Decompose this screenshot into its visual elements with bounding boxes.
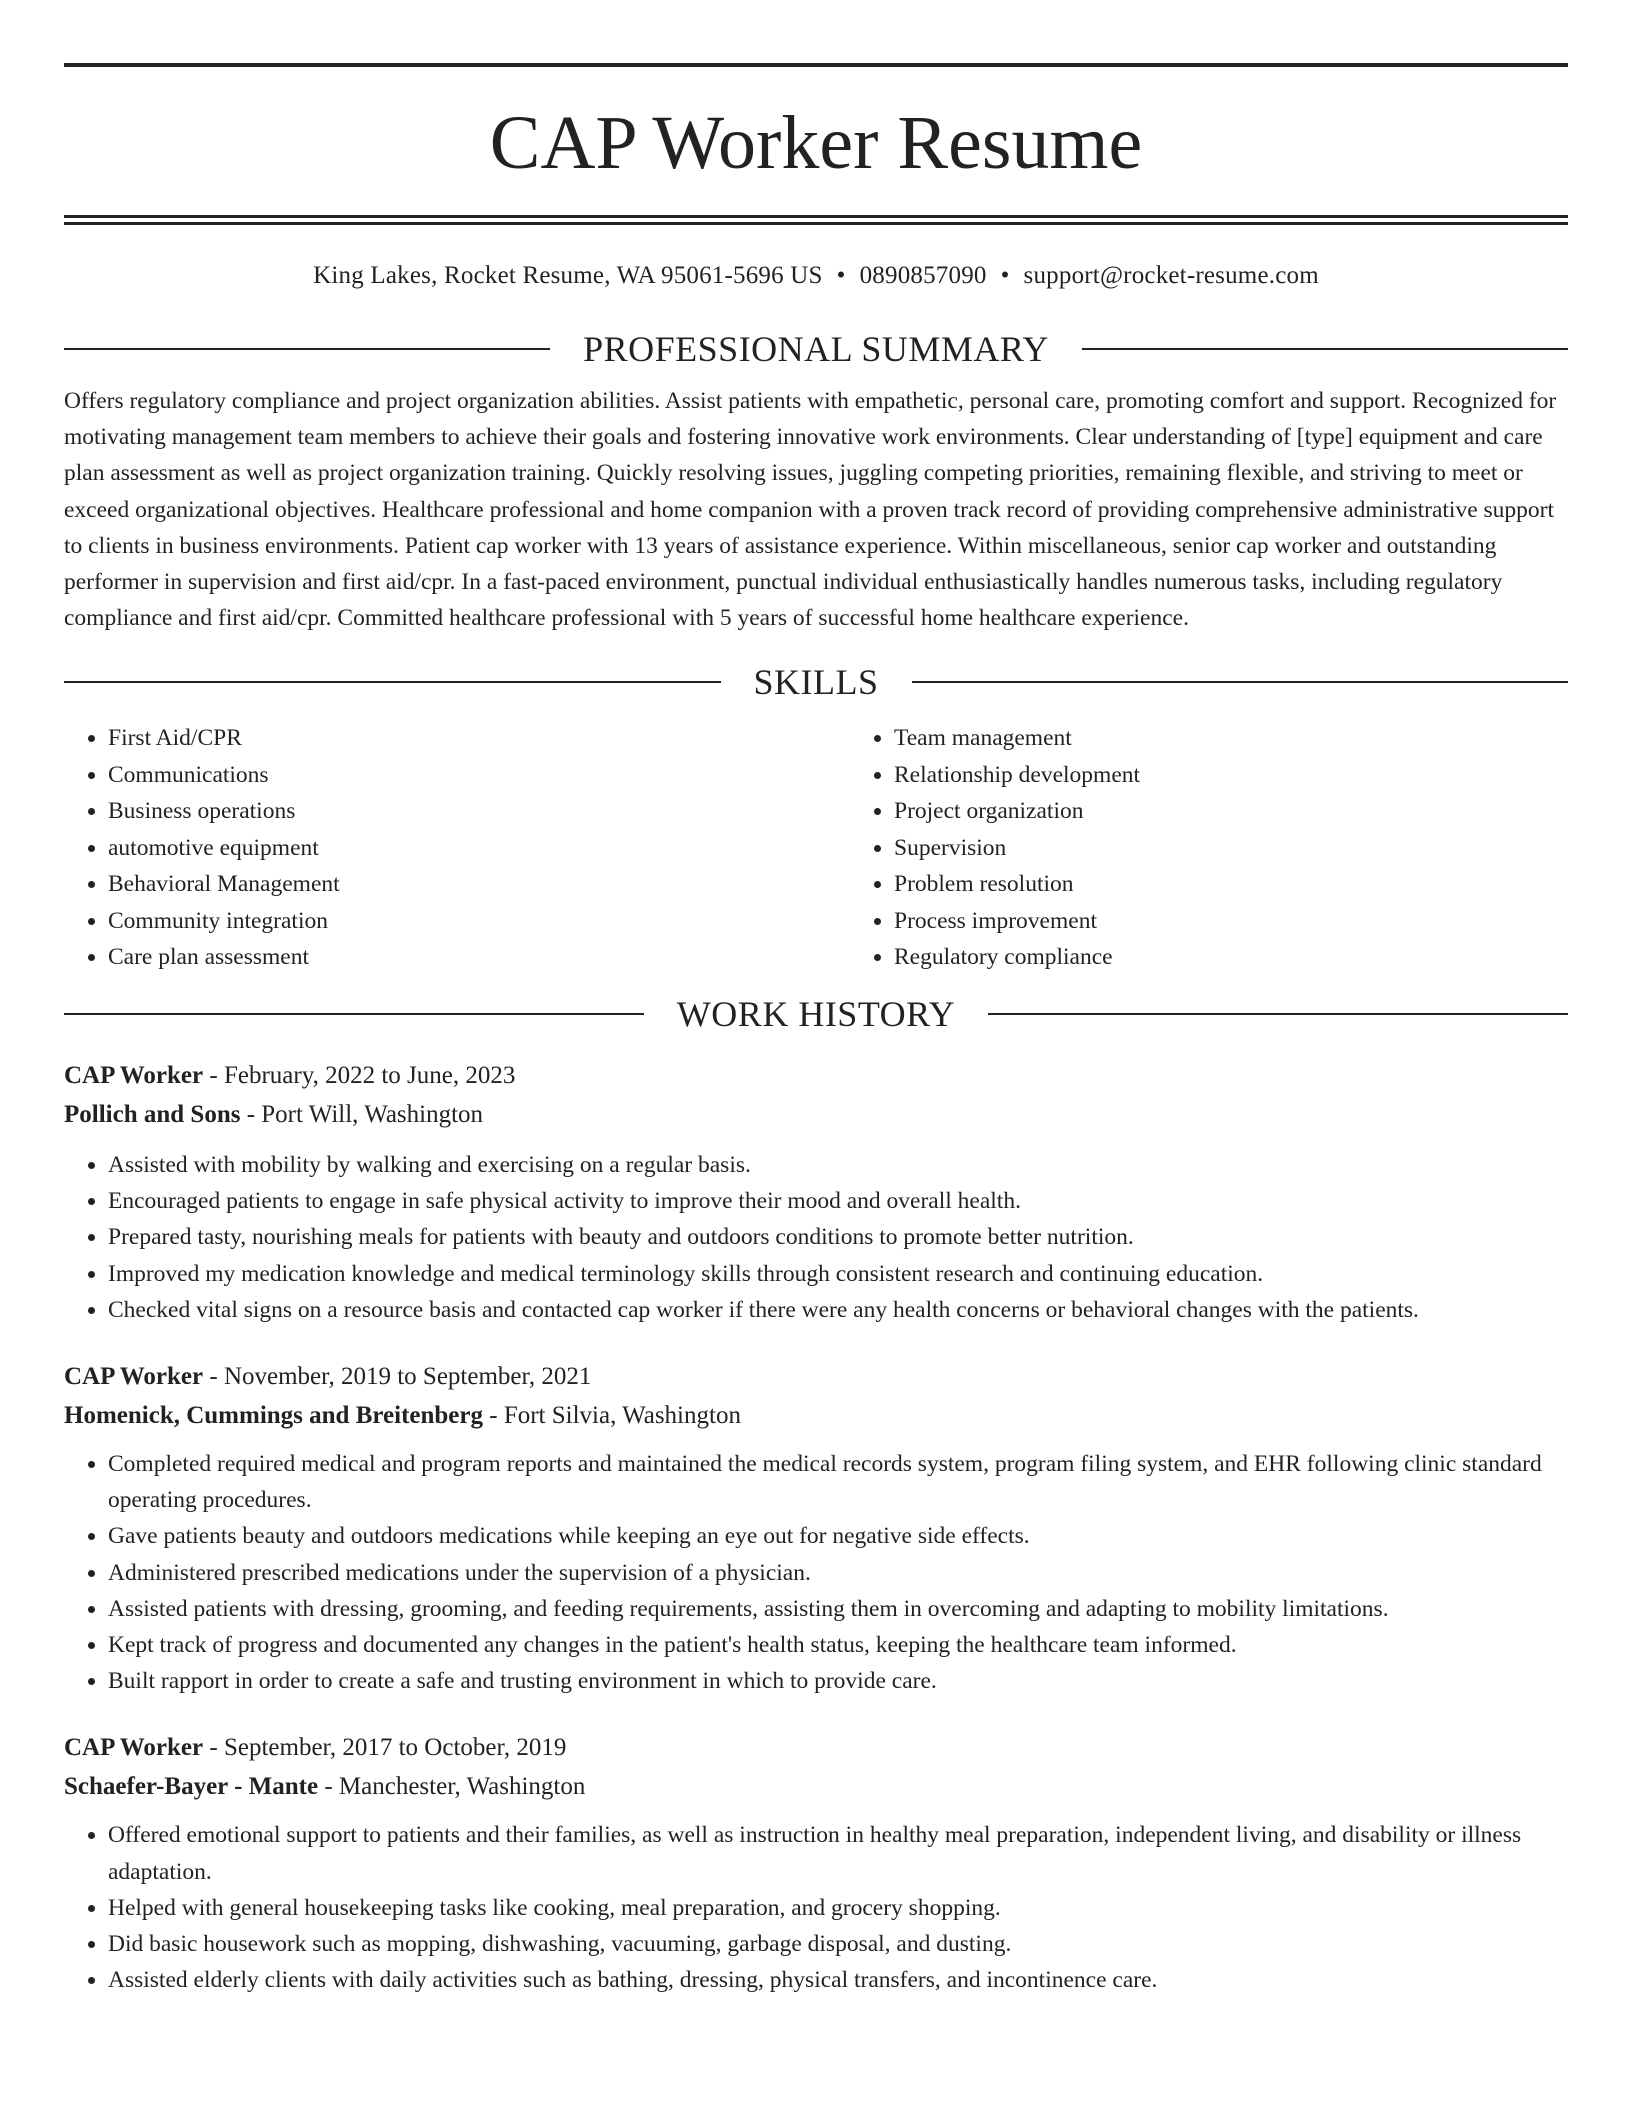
job-entry — [64, 1357, 1568, 1699]
job-entry — [64, 1728, 1568, 1998]
job-company-line — [64, 1095, 1568, 1134]
job-bullet: • Built rapport in order to create a safe and trusting environment in which to provide care. — [108, 1663, 1568, 1699]
job-bullet: • Completed required medical and program reports and maintained the medical records system, program filing system, and EHR following clinic standard operating procedures. — [108, 1446, 1568, 1518]
job-bullet: • Checked vital signs on a resource basis and contacted cap worker if there were any health concerns or behavioral changes with the patients. — [108, 1292, 1568, 1328]
skills-column-right — [850, 720, 1568, 976]
job-bullet: • Gave patients beauty and outdoors medications while keeping an eye out for negative side effects. — [108, 1518, 1568, 1554]
job-company-line — [64, 1767, 1568, 1806]
job-dates: - February, 2022 to June, 2023 — [203, 1061, 516, 1089]
job-title-line — [64, 1728, 1568, 1767]
heading-rule — [988, 1013, 1568, 1015]
skill-item: • Behavioral Management — [108, 866, 850, 903]
job-bullet: • Did basic housework such as mopping, dishwashing, vacuuming, garbage disposal, and dusting. — [108, 1926, 1568, 1962]
section-heading-skills — [64, 660, 1568, 704]
job-bullet: • Assisted patients with dressing, grooming, and feeding requirements, assisting them in overcoming and adapting to mobility limitations. — [108, 1591, 1568, 1627]
top-rule — [64, 63, 1568, 67]
job-dates: - September, 2017 to October, 2019 — [203, 1734, 567, 1762]
title-double-rule — [64, 215, 1568, 225]
skill-item: • Relationship development — [894, 757, 1568, 794]
job-company: Schaefer-Bayer - Mante — [64, 1773, 319, 1801]
contact-separator: • — [836, 262, 846, 289]
resume-page — [64, 0, 1568, 1998]
job-bullet: • Prepared tasty, nourishing meals for patients with beauty and outdoors conditions to promote better nutrition. — [108, 1219, 1568, 1255]
job-bullet: • Encouraged patients to engage in safe physical activity to improve their mood and overall health. — [108, 1183, 1568, 1219]
heading-rule — [912, 681, 1569, 683]
job-company: Pollich and Sons — [64, 1100, 241, 1128]
skills-list — [64, 720, 1568, 976]
job-dates: - November, 2019 to September, 2021 — [203, 1362, 592, 1390]
contact-address: King Lakes, Rocket Resume, WA 95061-5696 US — [313, 262, 823, 289]
skill-item: • Business operations — [108, 793, 850, 830]
job-entry — [64, 1056, 1568, 1328]
job-location: - Port Will, Washington — [240, 1100, 484, 1128]
job-bullet: • Administered prescribed medications under the supervision of a physician. — [108, 1555, 1568, 1591]
job-title-line — [64, 1357, 1568, 1396]
skill-item: • Communications — [108, 757, 850, 794]
section-title: WORK HISTORY — [676, 993, 956, 1034]
skills-column-left — [64, 720, 850, 976]
job-location: - Manchester, Washington — [318, 1773, 586, 1801]
skill-item: • First Aid/CPR — [108, 720, 850, 757]
job-title: CAP Worker — [64, 1061, 204, 1089]
skill-item: • Project organization — [894, 793, 1568, 830]
job-location: - Fort Silvia, Washington — [483, 1401, 741, 1429]
skill-item: • Process improvement — [894, 903, 1568, 940]
contact-email: support@rocket-resume.com — [1023, 262, 1319, 289]
job-company: Homenick, Cummings and Breitenberg — [64, 1401, 483, 1429]
job-bullet: • Assisted with mobility by walking and exercising on a regular basis. — [108, 1147, 1568, 1183]
job-bullets — [64, 1147, 1568, 1328]
skill-item: • Community integration — [108, 903, 850, 940]
job-bullet: • Kept track of progress and documented any changes in the patient's health status, keeping the healthcare team informed. — [108, 1627, 1568, 1663]
section-heading-work-history — [64, 992, 1568, 1036]
heading-rule — [64, 681, 721, 683]
skill-item: • Supervision — [894, 830, 1568, 867]
job-bullets — [64, 1446, 1568, 1699]
heading-rule — [1082, 348, 1568, 350]
job-title: CAP Worker — [64, 1734, 204, 1762]
section-title: PROFESSIONAL SUMMARY — [583, 329, 1049, 369]
skill-item: • Regulatory compliance — [894, 939, 1568, 976]
heading-rule — [64, 348, 550, 350]
summary-text: Offers regulatory compliance and project organization abilities. Assist patients with empathetic, personal care, promoting comfort and support. Recognized for motivating management team members to achieve their goals and fostering innovative work environments. Clear understanding of [type] equipment and care plan assessment as well as project organization training. Quickly resolving issues, juggling competing priorities, remaining flexible, and striving to meet or exceed organizational objectives. Healthcare professional and home companion with a proven track record of providing comprehensive administrative support to clients in business environments. Patient cap worker with 13 years of assistance experience. Within miscellaneous, senior cap worker and outstanding performer in supervision and first aid/cpr. In a fast-paced environment, punctual individual enthusiastically handles numerous tasks, including regulatory compliance and first aid/cpr. Committed healthcare professional with 5 years of successful home healthcare experience. — [64, 388, 1557, 632]
skill-item: • automotive equipment — [108, 830, 850, 867]
job-title: CAP Worker — [64, 1362, 204, 1390]
contact-line — [64, 259, 1568, 293]
skill-item: • Team management — [894, 720, 1568, 757]
job-bullets — [64, 1817, 1568, 1998]
job-bullet: • Helped with general housekeeping tasks like cooking, meal preparation, and grocery shopping. — [108, 1890, 1568, 1926]
section-title: SKILLS — [753, 662, 879, 703]
job-title-line — [64, 1056, 1568, 1095]
job-bullet: • Offered emotional support to patients and their families, as well as instruction in healthy meal preparation, independent living, and disability or illness adaptation. — [108, 1817, 1568, 1889]
section-heading-summary — [64, 327, 1568, 371]
heading-rule — [64, 1013, 644, 1015]
contact-phone: 0890857090 — [859, 262, 987, 289]
skill-item: • Problem resolution — [894, 866, 1568, 903]
skill-item: • Care plan assessment — [108, 939, 850, 976]
resume-title: CAP Worker Resume — [489, 101, 1143, 185]
job-bullet: • Improved my medication knowledge and medical terminology skills through consistent research and continuing education. — [108, 1256, 1568, 1292]
job-company-line — [64, 1396, 1568, 1435]
job-bullet: • Assisted elderly clients with daily activities such as bathing, dressing, physical transfers, and incontinence care. — [108, 1962, 1568, 1998]
contact-separator: • — [1000, 262, 1010, 289]
